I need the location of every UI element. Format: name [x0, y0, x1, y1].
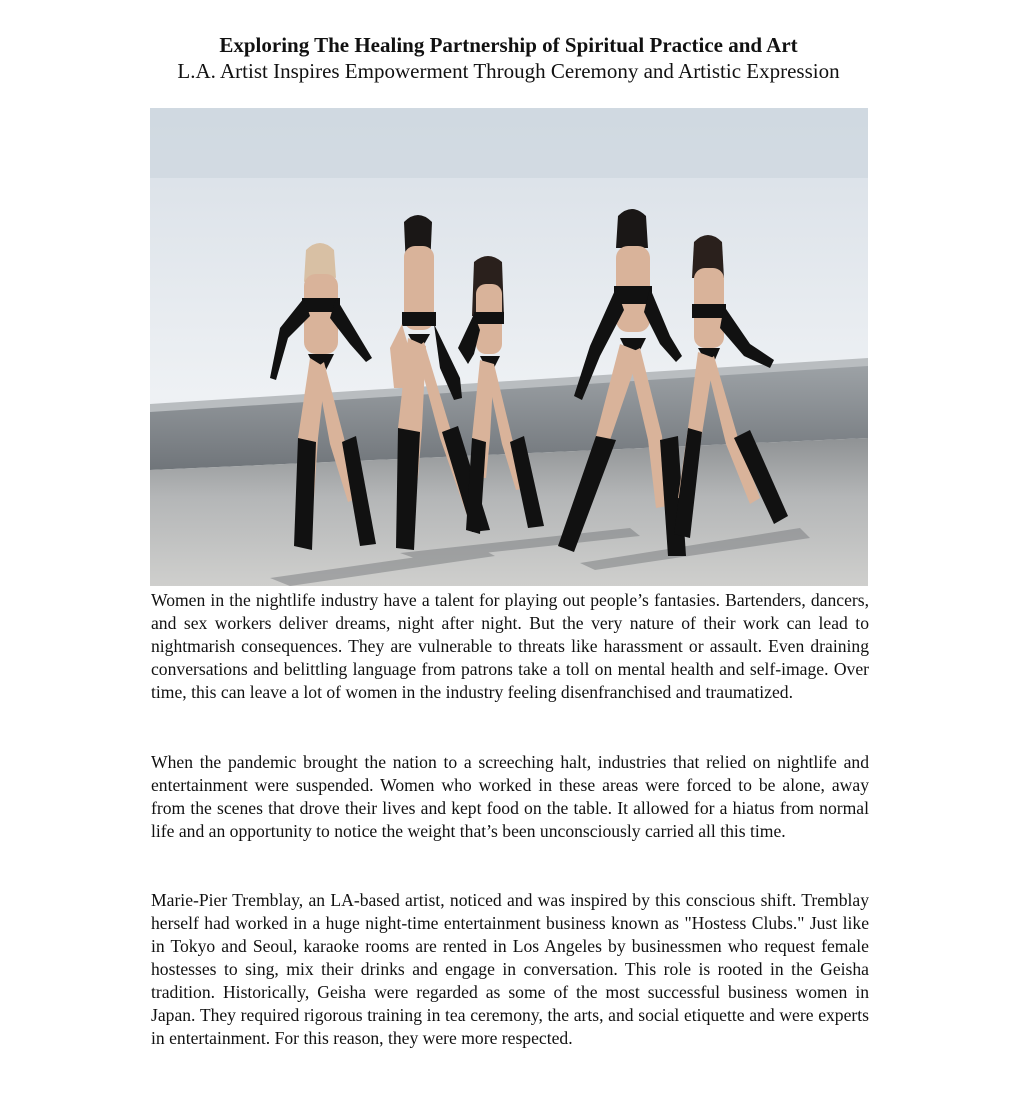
article-paragraph-3: Marie-Pier Tremblay, an LA-based artist, noticed and was inspired by this conscious shift. Tremblay herself had worked in a huge night-time entertainment business known as "Hostess Clubs." Just like in Tokyo and Seoul, karaoke rooms are rented in Los Angeles by businessmen who request female hostesses to sing, mix their drinks and engage in conversation. This role is rooted in the Geisha tradition. Historically, Geisha were regarded as some of the most successful business women in Japan. They required rigorous training in tea ceremony, the arts, and social etiquette and were experts in entertainment. For this reason, they were more respected.: [151, 890, 869, 1048]
rooftop-photo: [150, 108, 868, 586]
article-title: Exploring The Healing Partnership of Spiritual Practice and Art: [219, 33, 798, 57]
rooftop-photo-illustration: [150, 108, 868, 586]
article-paragraph-2: When the pandemic brought the nation to a screeching halt, industries that relied on nightlife and entertainment were suspended. Women who worked in these areas were forced to be alone, away from the scenes that drove their lives and kept food on the table. It allowed for a hiatus from normal life and an opportunity to notice the weight that’s been unconsciously carried all this time.: [151, 752, 869, 841]
article-paragraph-1: Women in the nightlife industry have a talent for playing out people’s fantasies. Bartenders, dancers, and sex workers deliver dreams, night after night. But the very nature of their work can lead to nightmarish consequences. They are vulnerable to threats like harassment or assault. Even draining conversations and belittling language from patrons take a toll on mental health and self-image. Over time, this can leave a lot of women in the industry feeling disenfranchised and traumatized.: [151, 590, 869, 702]
article-subtitle: L.A. Artist Inspires Empowerment Through Ceremony and Artistic Expression: [177, 59, 840, 83]
